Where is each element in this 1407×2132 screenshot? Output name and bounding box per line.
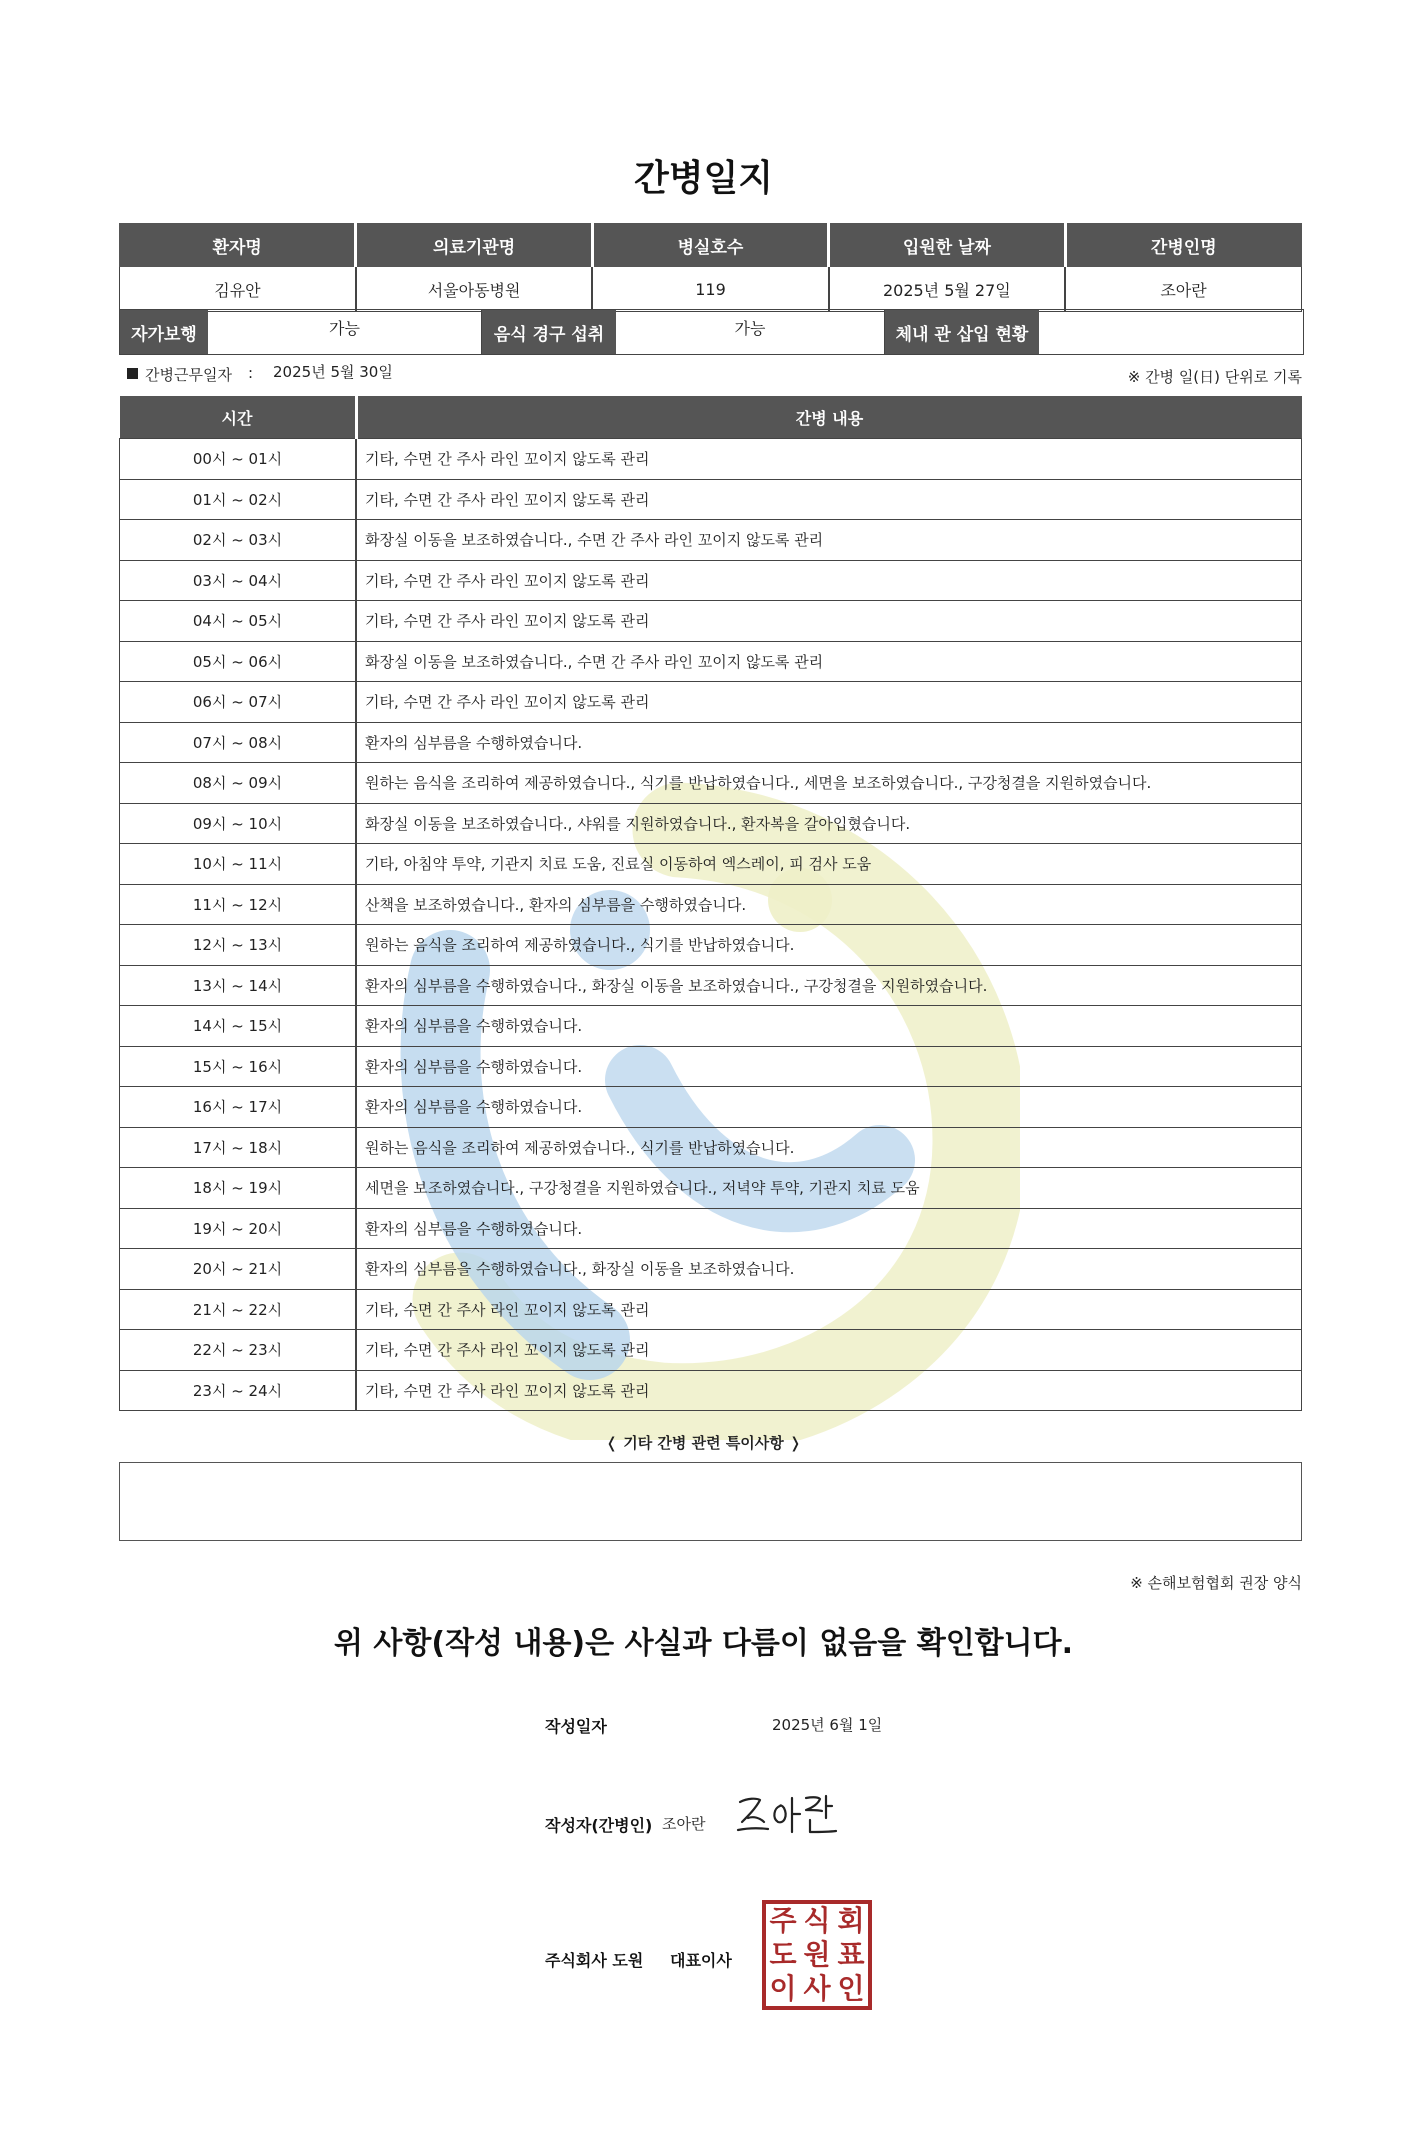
confirmation-statement: 위 사항(작성 내용)은 사실과 다름이 없음을 확인합니다. bbox=[333, 1626, 1074, 1661]
remarks-box bbox=[119, 1462, 1302, 1541]
seal-char: 주 bbox=[769, 1904, 797, 1937]
log-content: 기타, 수면 간 주사 라인 꼬이지 않도록 관리 bbox=[356, 439, 1302, 480]
self-walk-label: 자가보행 bbox=[120, 310, 208, 354]
log-content: 세면을 보조하였습니다., 구강청결을 지원하였습니다., 저녁약 투약, 기관지 치료 도움 bbox=[356, 1168, 1302, 1209]
table-row bbox=[120, 479, 1302, 520]
log-time: 15시 ~ 16시 bbox=[120, 1046, 357, 1087]
table-row bbox=[120, 1168, 1302, 1209]
self-walk-value: 가능 bbox=[208, 310, 482, 354]
table-row bbox=[120, 560, 1302, 601]
log-content: 환자의 심부름을 수행하였습니다., 화장실 이동을 보조하였습니다., 구강청결을 지원하였습니다. bbox=[356, 965, 1302, 1006]
table-row bbox=[120, 1289, 1302, 1330]
representative-label: 대표이사 bbox=[670, 1951, 732, 1970]
admission-date: 2025년 5월 27일 bbox=[829, 267, 1065, 312]
work-date-label: 간병근무일자 bbox=[145, 366, 232, 384]
seal-char: 사 bbox=[803, 1972, 831, 2005]
patient-info-table bbox=[119, 223, 1302, 312]
log-time: 21시 ~ 22시 bbox=[120, 1289, 357, 1330]
log-content: 산책을 보조하였습니다., 환자의 심부름을 수행하였습니다. bbox=[356, 884, 1302, 925]
care-log-body bbox=[120, 439, 1302, 1411]
square-bullet-icon bbox=[127, 368, 138, 379]
header-patient-name: 환자명 bbox=[120, 224, 356, 267]
log-time: 23시 ~ 24시 bbox=[120, 1370, 357, 1411]
log-content: 환자의 심부름을 수행하였습니다. bbox=[356, 722, 1302, 763]
seal-char: 표 bbox=[837, 1938, 865, 1971]
log-content: 화장실 이동을 보조하였습니다., 수면 간 주사 라인 꼬이지 않도록 관리 bbox=[356, 641, 1302, 682]
log-time: 01시 ~ 02시 bbox=[120, 479, 357, 520]
remarks-title: ❬ 기타 간병 관련 특이사항 ❭ bbox=[605, 1434, 802, 1452]
log-time: 12시 ~ 13시 bbox=[120, 925, 357, 966]
log-content: 환자의 심부름을 수행하였습니다. bbox=[356, 1046, 1302, 1087]
seal-char: 인 bbox=[837, 1972, 865, 2005]
header-hospital-name: 의료기관명 bbox=[356, 224, 592, 267]
table-row bbox=[120, 1330, 1302, 1371]
header-care-content: 간병 내용 bbox=[356, 396, 1302, 439]
log-time: 14시 ~ 15시 bbox=[120, 1006, 357, 1047]
oral-intake-value: 가능 bbox=[616, 310, 885, 354]
table-row bbox=[120, 763, 1302, 804]
work-date-separator: : bbox=[247, 364, 254, 382]
header-caregiver-name: 간병인명 bbox=[1065, 224, 1301, 267]
table-row bbox=[120, 884, 1302, 925]
log-time: 17시 ~ 18시 bbox=[120, 1127, 357, 1168]
log-time: 19시 ~ 20시 bbox=[120, 1208, 357, 1249]
header-time: 시간 bbox=[120, 396, 357, 439]
write-date-label: 작성일자 bbox=[545, 1717, 607, 1736]
log-content: 화장실 이동을 보조하였습니다., 수면 간 주사 라인 꼬이지 않도록 관리 bbox=[356, 520, 1302, 561]
log-content: 원하는 음식을 조리하여 제공하였습니다., 식기를 반납하였습니다. bbox=[356, 1127, 1302, 1168]
table-row bbox=[120, 803, 1302, 844]
log-content: 원하는 음식을 조리하여 제공하였습니다., 식기를 반납하였습니다. bbox=[356, 925, 1302, 966]
table-row bbox=[120, 601, 1302, 642]
log-time: 03시 ~ 04시 bbox=[120, 560, 357, 601]
table-row bbox=[120, 844, 1302, 885]
log-content: 기타, 수면 간 주사 라인 꼬이지 않도록 관리 bbox=[356, 1330, 1302, 1371]
table-row bbox=[120, 1249, 1302, 1290]
seal-char: 회 bbox=[837, 1904, 865, 1937]
seal-char: 이 bbox=[769, 1972, 797, 2005]
writer-name: 조아란 bbox=[662, 1815, 706, 1833]
log-time: 04시 ~ 05시 bbox=[120, 601, 357, 642]
work-date-value: 2025년 5월 30일 bbox=[273, 363, 393, 381]
caregiver-name: 조아란 bbox=[1065, 267, 1301, 312]
hospital-name: 서울아동병원 bbox=[356, 267, 592, 312]
log-time: 18시 ~ 19시 bbox=[120, 1168, 357, 1209]
table-row bbox=[120, 722, 1302, 763]
log-content: 기타, 수면 간 주사 라인 꼬이지 않도록 관리 bbox=[356, 1370, 1302, 1411]
care-log-table bbox=[119, 396, 1302, 1411]
log-time: 09시 ~ 10시 bbox=[120, 803, 357, 844]
log-time: 05시 ~ 06시 bbox=[120, 641, 357, 682]
seal-char: 식 bbox=[803, 1904, 831, 1937]
log-time: 13시 ~ 14시 bbox=[120, 965, 357, 1006]
log-content: 환자의 심부름을 수행하였습니다. bbox=[356, 1208, 1302, 1249]
table-row bbox=[120, 439, 1302, 480]
log-time: 07시 ~ 08시 bbox=[120, 722, 357, 763]
table-row bbox=[120, 1127, 1302, 1168]
log-content: 환자의 심부름을 수행하였습니다. bbox=[356, 1006, 1302, 1047]
log-time: 16시 ~ 17시 bbox=[120, 1087, 357, 1128]
room-number: 119 bbox=[592, 267, 828, 312]
table-row bbox=[120, 1208, 1302, 1249]
write-date: 2025년 6월 1일 bbox=[772, 1716, 883, 1734]
header-admission-date: 입원한 날짜 bbox=[829, 224, 1065, 267]
log-time: 02시 ~ 03시 bbox=[120, 520, 357, 561]
log-time: 11시 ~ 12시 bbox=[120, 884, 357, 925]
log-content: 환자의 심부름을 수행하였습니다. bbox=[356, 1087, 1302, 1128]
oral-intake-label: 음식 경구 섭취 bbox=[482, 310, 616, 354]
log-content: 기타, 수면 간 주사 라인 꼬이지 않도록 관리 bbox=[356, 682, 1302, 723]
log-content: 기타, 수면 간 주사 라인 꼬이지 않도록 관리 bbox=[356, 479, 1302, 520]
work-date-line bbox=[127, 364, 393, 385]
log-content: 기타, 아침약 투약, 기관지 치료 도움, 진료실 이동하여 엑스레이, 피 검사 도움 bbox=[356, 844, 1302, 885]
table-row bbox=[120, 1046, 1302, 1087]
table-row bbox=[120, 1006, 1302, 1047]
table-row bbox=[120, 641, 1302, 682]
log-content: 화장실 이동을 보조하였습니다., 샤워를 지원하였습니다., 환자복을 갈아입혔습니다. bbox=[356, 803, 1302, 844]
seal-char: 원 bbox=[803, 1938, 831, 1971]
log-content: 기타, 수면 간 주사 라인 꼬이지 않도록 관리 bbox=[356, 560, 1302, 601]
table-row bbox=[120, 1087, 1302, 1128]
company-seal-icon bbox=[762, 1900, 872, 2010]
tube-label: 체내 관 삽입 현황 bbox=[885, 310, 1039, 354]
seal-char: 도 bbox=[769, 1938, 797, 1971]
table-row bbox=[120, 965, 1302, 1006]
log-time: 22시 ~ 23시 bbox=[120, 1330, 357, 1371]
tube-value bbox=[1039, 310, 1301, 354]
log-content: 환자의 심부름을 수행하였습니다., 화장실 이동을 보조하였습니다. bbox=[356, 1249, 1302, 1290]
log-time: 06시 ~ 07시 bbox=[120, 682, 357, 723]
log-content: 기타, 수면 간 주사 라인 꼬이지 않도록 관리 bbox=[356, 1289, 1302, 1330]
table-row bbox=[120, 682, 1302, 723]
log-time: 00시 ~ 01시 bbox=[120, 439, 357, 480]
log-content: 기타, 수면 간 주사 라인 꼬이지 않도록 관리 bbox=[356, 601, 1302, 642]
log-time: 08시 ~ 09시 bbox=[120, 763, 357, 804]
document-title: 간병일지 bbox=[633, 158, 774, 199]
log-content: 원하는 음식을 조리하여 제공하였습니다., 식기를 반납하였습니다., 세면을 보조하였습니다., 구강청결을 지원하였습니다. bbox=[356, 763, 1302, 804]
table-row bbox=[120, 1370, 1302, 1411]
unit-note: ※ 간병 일(日) 단위로 기록 bbox=[1127, 368, 1302, 386]
log-time: 10시 ~ 11시 bbox=[120, 844, 357, 885]
company-label: 주식회사 도원 bbox=[545, 1951, 644, 1970]
table-row bbox=[120, 520, 1302, 561]
writer-label: 작성자(간병인) bbox=[545, 1816, 653, 1835]
patient-name: 김유안 bbox=[120, 267, 356, 312]
patient-status-row bbox=[119, 309, 1304, 355]
header-room-number: 병실호수 bbox=[592, 224, 828, 267]
handwritten-signature-icon bbox=[734, 1788, 844, 1840]
table-row bbox=[120, 925, 1302, 966]
form-note: ※ 손해보험협회 권장 양식 bbox=[1130, 1574, 1302, 1592]
log-time: 20시 ~ 21시 bbox=[120, 1249, 357, 1290]
